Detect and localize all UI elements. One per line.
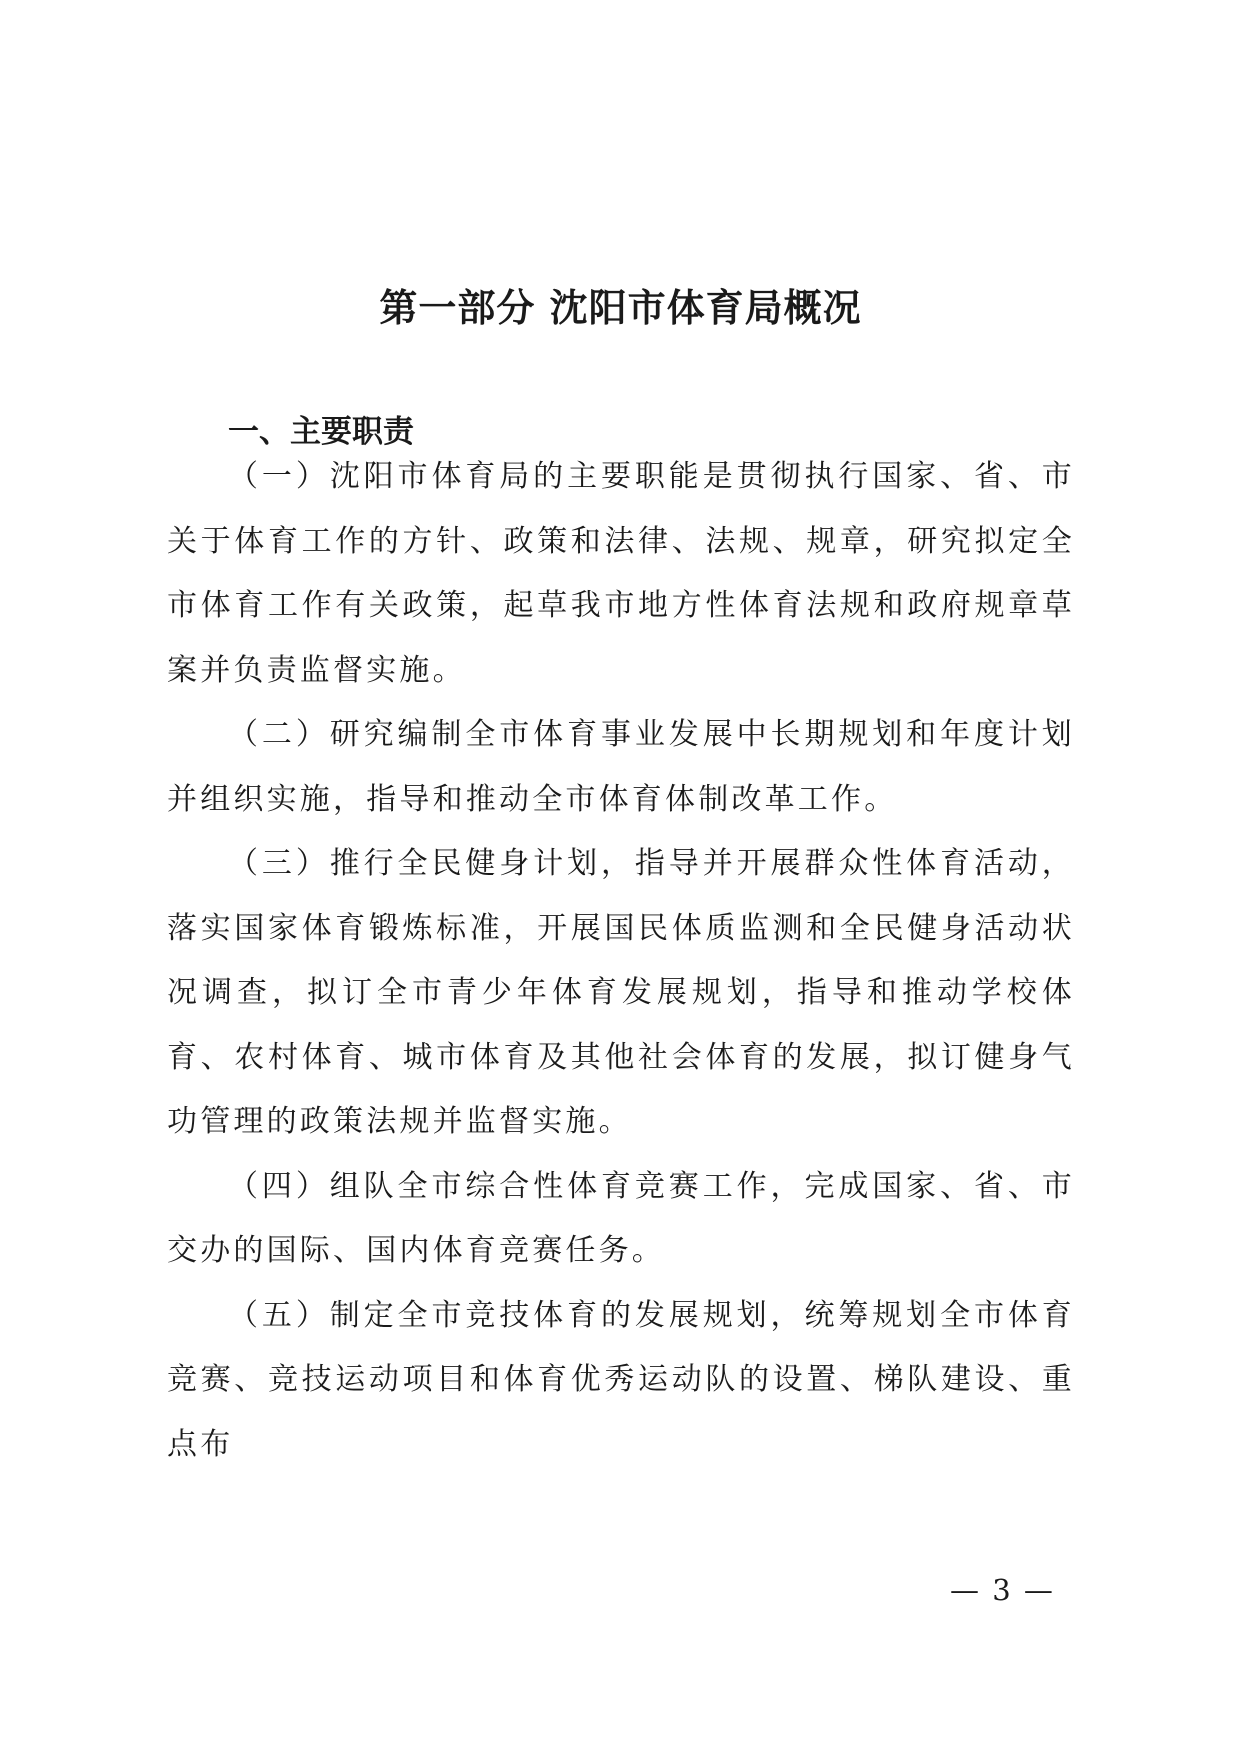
- page-number: — 3 —: [950, 1573, 1055, 1607]
- paragraph-4: （四）组队全市综合性体育竞赛工作，完成国家、省、市交办的国际、国内体育竞赛任务。: [167, 1168, 1075, 1268]
- paragraph-2: （二）研究编制全市体育事业发展中长期规划和年度计划并组织实施，指导和推动全市体育体制改革工作。: [167, 717, 1075, 817]
- paragraph-5: （五）制定全市竞技体育的发展规划，统筹规划全市体育竞赛、竞技运动项目和体育优秀运动队的设置、梯队建设、重点布: [167, 1297, 1075, 1462]
- paragraph-3: （三）推行全民健身计划，指导并开展群众性体育活动，落实国家体育锻炼标准，开展国民体质监测和全民健身活动状况调查，拟订全市青少年体育发展规划，指导和推动学校体育、农村体育、城市体育及其他社会体育的发展，拟订健身气功管理的政策法规并监督实施。: [167, 846, 1075, 1139]
- page-title: 第一部分 沈阳市体育局概况: [379, 286, 862, 330]
- body-text: [167, 445, 1075, 1477]
- section-heading: 一、主要职责: [228, 414, 414, 450]
- paragraph-1: （一）沈阳市体育局的主要职能是贯彻执行国家、省、市关于体育工作的方针、政策和法律、法规、规章，研究拟定全市体育工作有关政策，起草我市地方性体育法规和政府规章草案并负责监督实施。: [167, 459, 1075, 688]
